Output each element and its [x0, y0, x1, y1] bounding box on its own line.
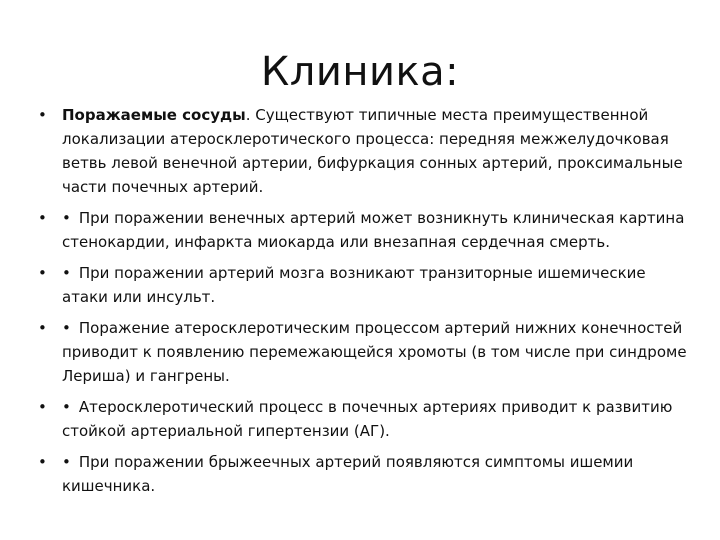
- bullet-marker: •: [38, 264, 47, 282]
- bullet-text: При поражении брыжеечных артерий появляются симптомы ишемии кишечника.: [62, 453, 634, 495]
- bullet-text: При поражении артерий мозга возникают транзиторные ишемические атаки или инсульт.: [62, 264, 646, 306]
- inner-bullet: •: [62, 319, 71, 337]
- inner-bullet: •: [62, 398, 71, 416]
- bullet-item-affected-vessels: [38, 103, 688, 199]
- bullet-marker: •: [38, 398, 47, 416]
- inner-bullet: •: [62, 453, 71, 471]
- bullet-marker: •: [38, 453, 47, 471]
- slide-title: Клиника:: [260, 49, 460, 95]
- bullet-text: Поражение атеросклеротическим процессом артерий нижних конечностей приводит к появлению перемежающейся хромоты (в том числе при синдроме Лериша) и гангрены.: [62, 319, 687, 385]
- bullet-list: [38, 103, 688, 505]
- bullet-text: Атеросклеротический процесс в почечных артериях приводит к развитию стойкой артериальной гипертензии (АГ).: [62, 398, 673, 440]
- inner-bullet: •: [62, 209, 71, 227]
- bullet-marker: •: [38, 106, 47, 124]
- inner-bullet: •: [62, 264, 71, 282]
- bullet-item-renal: [38, 395, 688, 443]
- bullet-text: . Существуют типичные места преимущественной локализации атеросклеротического процесса: передняя межжелудочковая ветвь левой венечной артерии, бифуркация сонных артерий, проксимальные части почечных артерий.: [62, 106, 683, 196]
- bullet-marker: •: [38, 209, 47, 227]
- bullet-marker: •: [38, 319, 47, 337]
- bullet-item-lower-limbs: [38, 316, 688, 388]
- bullet-lead: Поражаемые сосуды: [62, 106, 246, 124]
- bullet-item-brain: [38, 261, 688, 309]
- bullet-item-coronary: [38, 206, 688, 254]
- bullet-text: При поражении венечных артерий может возникнуть клиническая картина стенокардии, инфаркта миокарда или внезапная сердечная смерть.: [62, 209, 685, 251]
- bullet-item-mesenteric: [38, 450, 688, 498]
